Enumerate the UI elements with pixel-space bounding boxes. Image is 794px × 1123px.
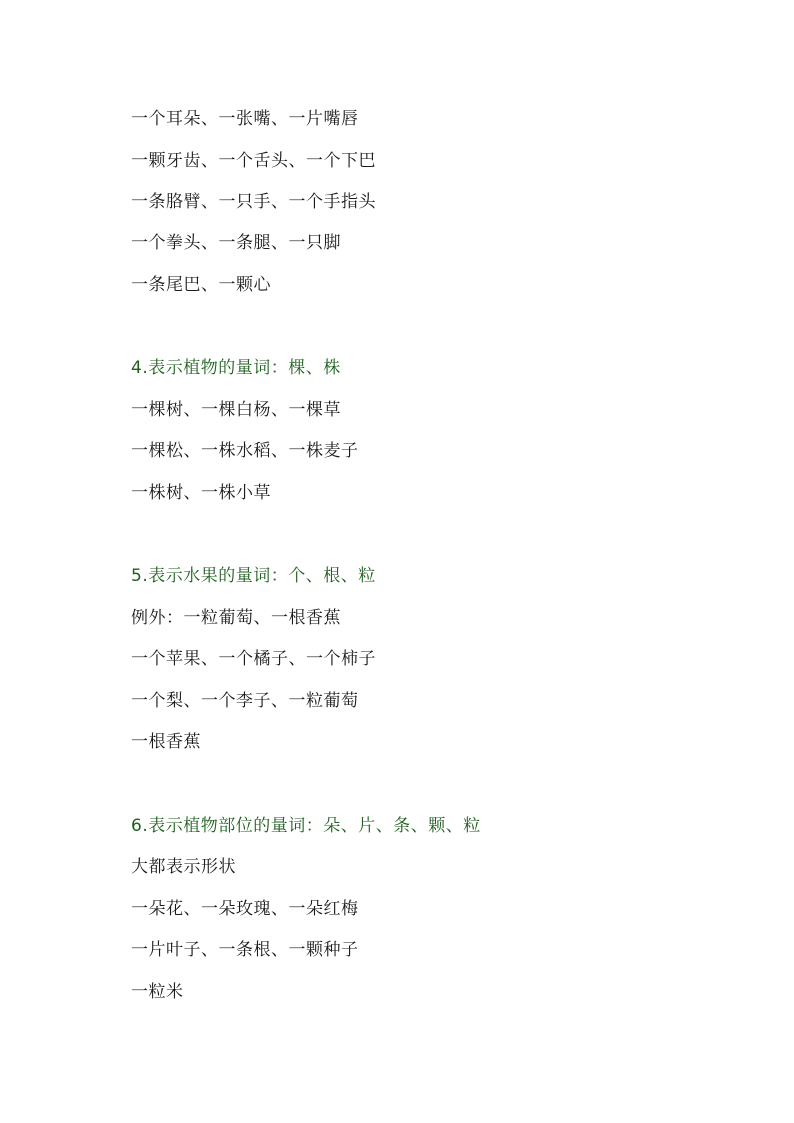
text-line: 一株树、一株小草 <box>131 483 271 503</box>
text-line: 一棵树、一棵白杨、一棵草 <box>131 400 341 420</box>
text-line: 一粒米 <box>131 982 184 1002</box>
text-line: 一条尾巴、一颗心 <box>131 275 271 295</box>
text-line: 一个耳朵、一张嘴、一片嘴唇 <box>131 109 359 129</box>
section-heading: 5.表示水果的量词：个、根、粒 <box>131 566 376 586</box>
text-line: 一条胳臂、一只手、一个手指头 <box>131 192 376 212</box>
text-line: 一颗牙齿、一个舌头、一个下巴 <box>131 151 376 171</box>
text-line: 一朵花、一朵玫瑰、一朵红梅 <box>131 899 359 919</box>
text-line: 例外：一粒葡萄、一根香蕉 <box>131 608 341 628</box>
section-heading: 6.表示植物部位的量词：朵、片、条、颗、粒 <box>131 816 481 836</box>
text-line: 一根香蕉 <box>131 732 201 752</box>
text-line: 一片叶子、一条根、一颗种子 <box>131 940 359 960</box>
text-line: 一个拳头、一条腿、一只脚 <box>131 233 341 253</box>
text-line: 一个梨、一个李子、一粒葡萄 <box>131 691 359 711</box>
text-line: 一个苹果、一个橘子、一个柿子 <box>131 649 376 669</box>
text-line: 一棵松、一株水稻、一株麦子 <box>131 441 359 461</box>
text-line: 大都表示形状 <box>131 857 236 877</box>
section-heading: 4.表示植物的量词：棵、株 <box>131 358 341 378</box>
